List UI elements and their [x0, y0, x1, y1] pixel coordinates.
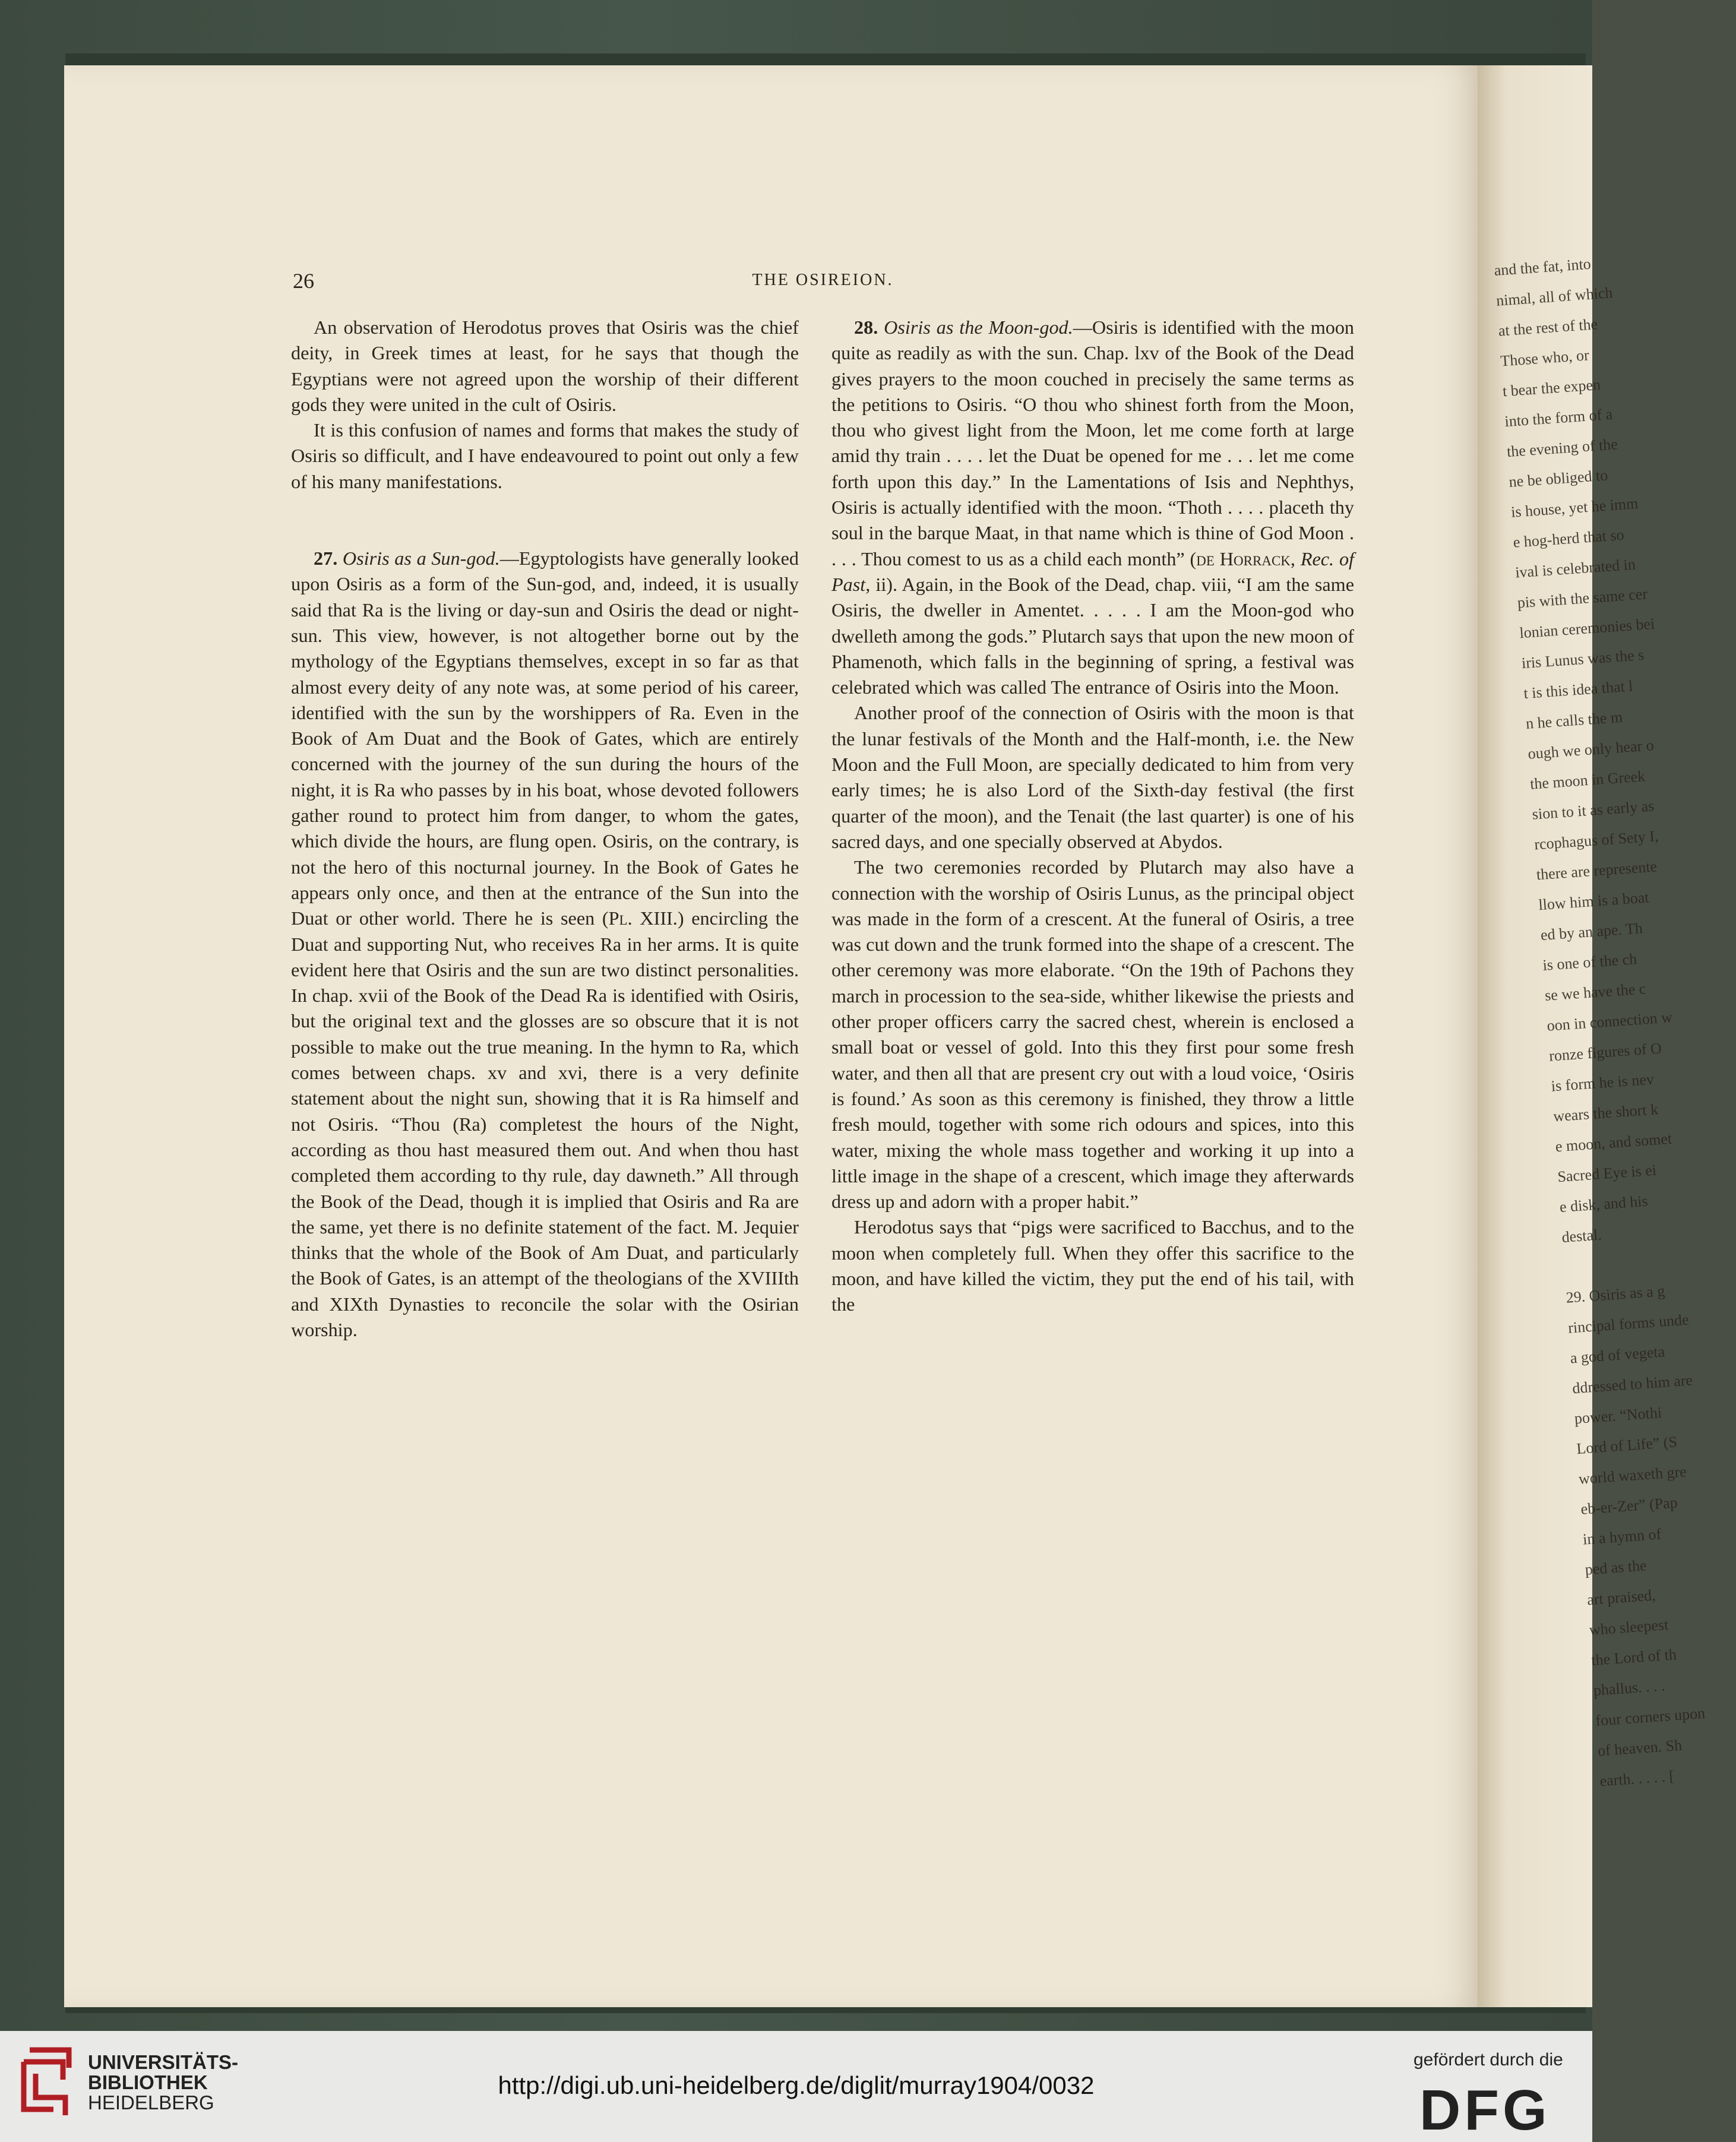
facing-page-line: four corners upon	[1595, 1704, 1706, 1729]
paragraph: The two ceremonies recorded by Plutarch may also have a connection with the worship of Osiris Lunus, as the principal object was made in the form of a crescent. At the funeral of Osiris, a tree was cut down and the trunk formed into the shape of a crescent. The other ceremony was more elaborate. “On the 19th of Pachons they march in procession to the sea-side, whither likewise the priests and other proper officers carry the sacred chest, wherein is enclosed a small boat or vessel of gold. Into this they first pour some fresh water, and then all that are present cry out with a loud voice, ‘Osiris is found.’ As soon as this ceremony is finished, they throw a little fresh mould, together with some rich odours and spices, into this water, mixing the whole mass together and working it up into a little image in the shape of a crescent, which image they afterwards dress up and adorn with a proper habit.”	[831, 856, 1354, 1213]
facing-page-line: pis with the same cer	[1516, 585, 1648, 612]
facing-page-line: is house, yet he imm	[1510, 495, 1639, 521]
facing-page-line: the Lord of th	[1590, 1646, 1677, 1669]
facing-page-line: ddressed to him are	[1571, 1371, 1693, 1397]
facing-page-line: and the fat, into	[1493, 255, 1592, 279]
paragraph: It is this confusion of names and forms that makes the study of Osiris so difficult, and I have endeavoured to point out only a few of his many manifestations.	[291, 419, 799, 492]
facing-page-line: e moon, and somet	[1554, 1129, 1672, 1156]
facing-page-line: t bear the expen	[1501, 375, 1601, 400]
punctuation: ,	[1290, 548, 1301, 569]
left-column	[291, 315, 799, 1343]
facing-page-line: nimal, all of which	[1495, 284, 1614, 309]
facing-page-line: a god of vegeta	[1569, 1343, 1666, 1367]
section-text: XIII.) encircling the Duat and supporting Nut, who receives Ra in her arms. It is quite evident here that Osiris and the sun are two distinct personalities. In chap. xvii of the Book of the Dead Ra is identified with Osiris, but the original text and the glosses are so obscure that it is not possible to make out the true meaning. In the hymn to Ra, which comes between chaps. xv and xvi, there is a very definite statement about the night sun, showing that it is Ra himself and not Osiris. “Thou (Ra) completest the hours of the Night, according as thou hast measured them out. And when thou hast completed them according to thy rule, day dawneth.” All through the Book of the Dead, though it is implied that Osiris and Ra are the same, yet there is no definite statement of the fact. M. Jequier thinks that the whole of the Book of Am Duat, and particularly the Book of Gates, is an attempt of the theologians of the XVIIIth and XIXth Dynasties to reconcile the solar with the Osirian worship.	[291, 907, 799, 1340]
facing-page-line: lonian ceremonies bei	[1519, 615, 1656, 642]
facing-page-line: Lord of Life” (S	[1576, 1433, 1678, 1458]
facing-page-line: sion to it as early as	[1531, 797, 1655, 823]
library-name: UNIVERSITÄTS- BIBLIOTHEK HEIDELBERG	[88, 2051, 239, 2113]
facing-page-line: phallus. . . .	[1592, 1676, 1666, 1700]
dfg-logo: DFG	[1419, 2078, 1551, 2142]
section-number: 27.	[314, 548, 338, 569]
sponsor-text: gefördert durch die	[1414, 2050, 1563, 2070]
facing-page-line: Sacred Eye is ei	[1557, 1161, 1657, 1186]
facing-page-line: e hog-herd that so	[1512, 526, 1625, 551]
facing-page-line: there are represente	[1535, 858, 1658, 884]
facing-page-line: oon in connection w	[1546, 1008, 1673, 1034]
facing-page-line: the moon in Greek	[1529, 767, 1646, 793]
facing-page-line: world waxeth gre	[1578, 1463, 1687, 1488]
facing-page-line: into the form of a	[1504, 405, 1614, 431]
section-27	[291, 546, 799, 1343]
facing-page-line: earth. . . . . [	[1599, 1767, 1675, 1790]
facing-page-line: iris Lunus was the s	[1521, 646, 1645, 672]
facing-page-line: of heaven. Sh	[1597, 1736, 1683, 1760]
section-text: , ii). Again, in the Book of the Dead, chap. viii, “I am the same Osiris, the dweller in Amentet. . . . . I am the Moon-god who dwelleth among the gods.” Plutarch says that upon the new moon of Phamenoth, which falls in the beginning of spring, a festival was celebrated which was called The entrance of Osiris into the Moon.	[831, 573, 1354, 698]
author-reference: de Horrack	[1196, 548, 1291, 569]
facing-page-edge	[1478, 65, 1706, 2007]
section-heading: Osiris as a Sun-god.	[342, 548, 500, 569]
facing-page-line: rcophagus of Sety I,	[1533, 827, 1659, 853]
page-number: 26	[293, 269, 314, 293]
facing-page-line: n he calls the m	[1525, 708, 1623, 733]
facing-page-line: the evening of the	[1506, 435, 1618, 461]
facing-page-line: at the rest of the	[1497, 315, 1598, 340]
section-heading: Osiris as the Moon-god.	[884, 317, 1073, 338]
permalink-url[interactable]: http://digi.ub.uni-heidelberg.de/diglit/murray1904/0032	[498, 2071, 1095, 2099]
facing-page-line: ped as the	[1584, 1556, 1648, 1578]
facing-page-line: who sleepest	[1588, 1616, 1669, 1639]
facing-page-line: Those who, or	[1500, 346, 1590, 370]
facing-page-line: t is this idea that l	[1523, 677, 1634, 703]
facing-page-line: destal.	[1561, 1226, 1602, 1246]
section-28	[831, 315, 1354, 700]
paragraph: Another proof of the connection of Osiris with the moon is that the lunar festivals of the Month and the Half-month, i.e. the New Moon and the Full Moon, are specially dedicated to him from very early times; he is also Lord of the Sixth-day festival (the first quarter of the moon), and the Tenait (the last quarter) is one of his sacred days, and one specially observed at Abydos.	[831, 702, 1354, 852]
running-head	[293, 268, 1353, 298]
facing-page-line: ival is celebrated in	[1514, 555, 1636, 581]
right-column	[831, 315, 1354, 1318]
page-title: THE OSIREION.	[752, 271, 894, 289]
facing-page-line: in a hymn of	[1582, 1525, 1662, 1548]
facing-page-line: wears the short k	[1552, 1100, 1659, 1125]
facing-page-text	[1493, 248, 1707, 1796]
facing-page-line: ne be obliged to	[1508, 466, 1609, 491]
viewer-footer	[0, 2031, 1592, 2142]
citation: Rec. of Past	[831, 548, 1354, 595]
facing-page-line: llow him is a boat	[1538, 888, 1650, 914]
facing-page-line: ronze figures of O	[1548, 1039, 1662, 1065]
facing-page-line: rincipal forms unde	[1567, 1311, 1690, 1337]
facing-page-line: eb-er-Zer” (Pap	[1580, 1494, 1678, 1518]
facing-page-line: is form he is nev	[1550, 1070, 1655, 1095]
facing-page-line: ed by an ape. Th	[1540, 919, 1643, 944]
paragraph: Herodotus says that “pigs were sacrificed to Bacchus, and to the moon when completely full. When they offer this sacrifice to the moon, and have killed the victim, they put the end of his tail, with the	[831, 1216, 1354, 1315]
facing-page-line: ough we only hear o	[1527, 736, 1655, 762]
facing-page-line: e disk, and his	[1559, 1192, 1649, 1216]
facing-page-line: 29. Osiris as a g	[1565, 1282, 1666, 1306]
paragraph: An observation of Herodotus proves that Osiris was the chief deity, in Greek times at least, for he says that though the Egyptians were not agreed upon the worship of their different gods they were united in the cult of Osiris.	[291, 317, 799, 415]
section-number: 28.	[854, 317, 878, 338]
section-text: —Egyptologists have generally looked upon Osiris as a form of the Sun-god, and, indeed, it is usually said that Ra is the living or day-sun and Osiris the dead or night-sun. This view, however, is not altogether borne out by the mythology of the Egyptians themselves, except in so far as that almost every deity of any note was, at some period of his career, identified with the sun by the worshippers of Ra. Even in the Book of Am Duat and the Book of Gates, which are entirely concerned with the journey of the sun during the hours of the night, it is Ra who passes by in his boat, whose devoted followers gather round to protect him from danger, to whom the gates, which divide the hours, are flung open. Osiris, on the contrary, is not the hero of this nocturnal journey. In the Book of Gates he appears only once, and then at the entrance of the Sun into the Duat or other world. There he is seen (	[291, 548, 799, 929]
facing-page-line: power. “Nothi	[1573, 1403, 1662, 1428]
facing-page-line: art praised,	[1586, 1586, 1656, 1609]
plate-reference: Pl.	[608, 907, 633, 929]
facing-page-line: is one of the ch	[1542, 950, 1638, 975]
section-text: —Osiris is identified with the moon quite as readily as with the sun. Chap. lxv of the Book of the Dead gives prayers to the moon couched in precisely the same terms as the petitions to Osiris. “O thou who shinest forth from the Moon, thou who givest light from the Moon, let me come forth at large amid thy train . . . . let the Duat be opened for me . . . let me come forth upon this day.” In the Lamentations of Isis and Nephthys, Osiris is actually identified with the moon. “Thoth . . . . placeth thy soul in the barque Maat, in that name which is thine of God Moon . . . . Thou comest to us as a child each month” (	[831, 317, 1355, 569]
facing-page-line: se we have the c	[1544, 980, 1647, 1004]
